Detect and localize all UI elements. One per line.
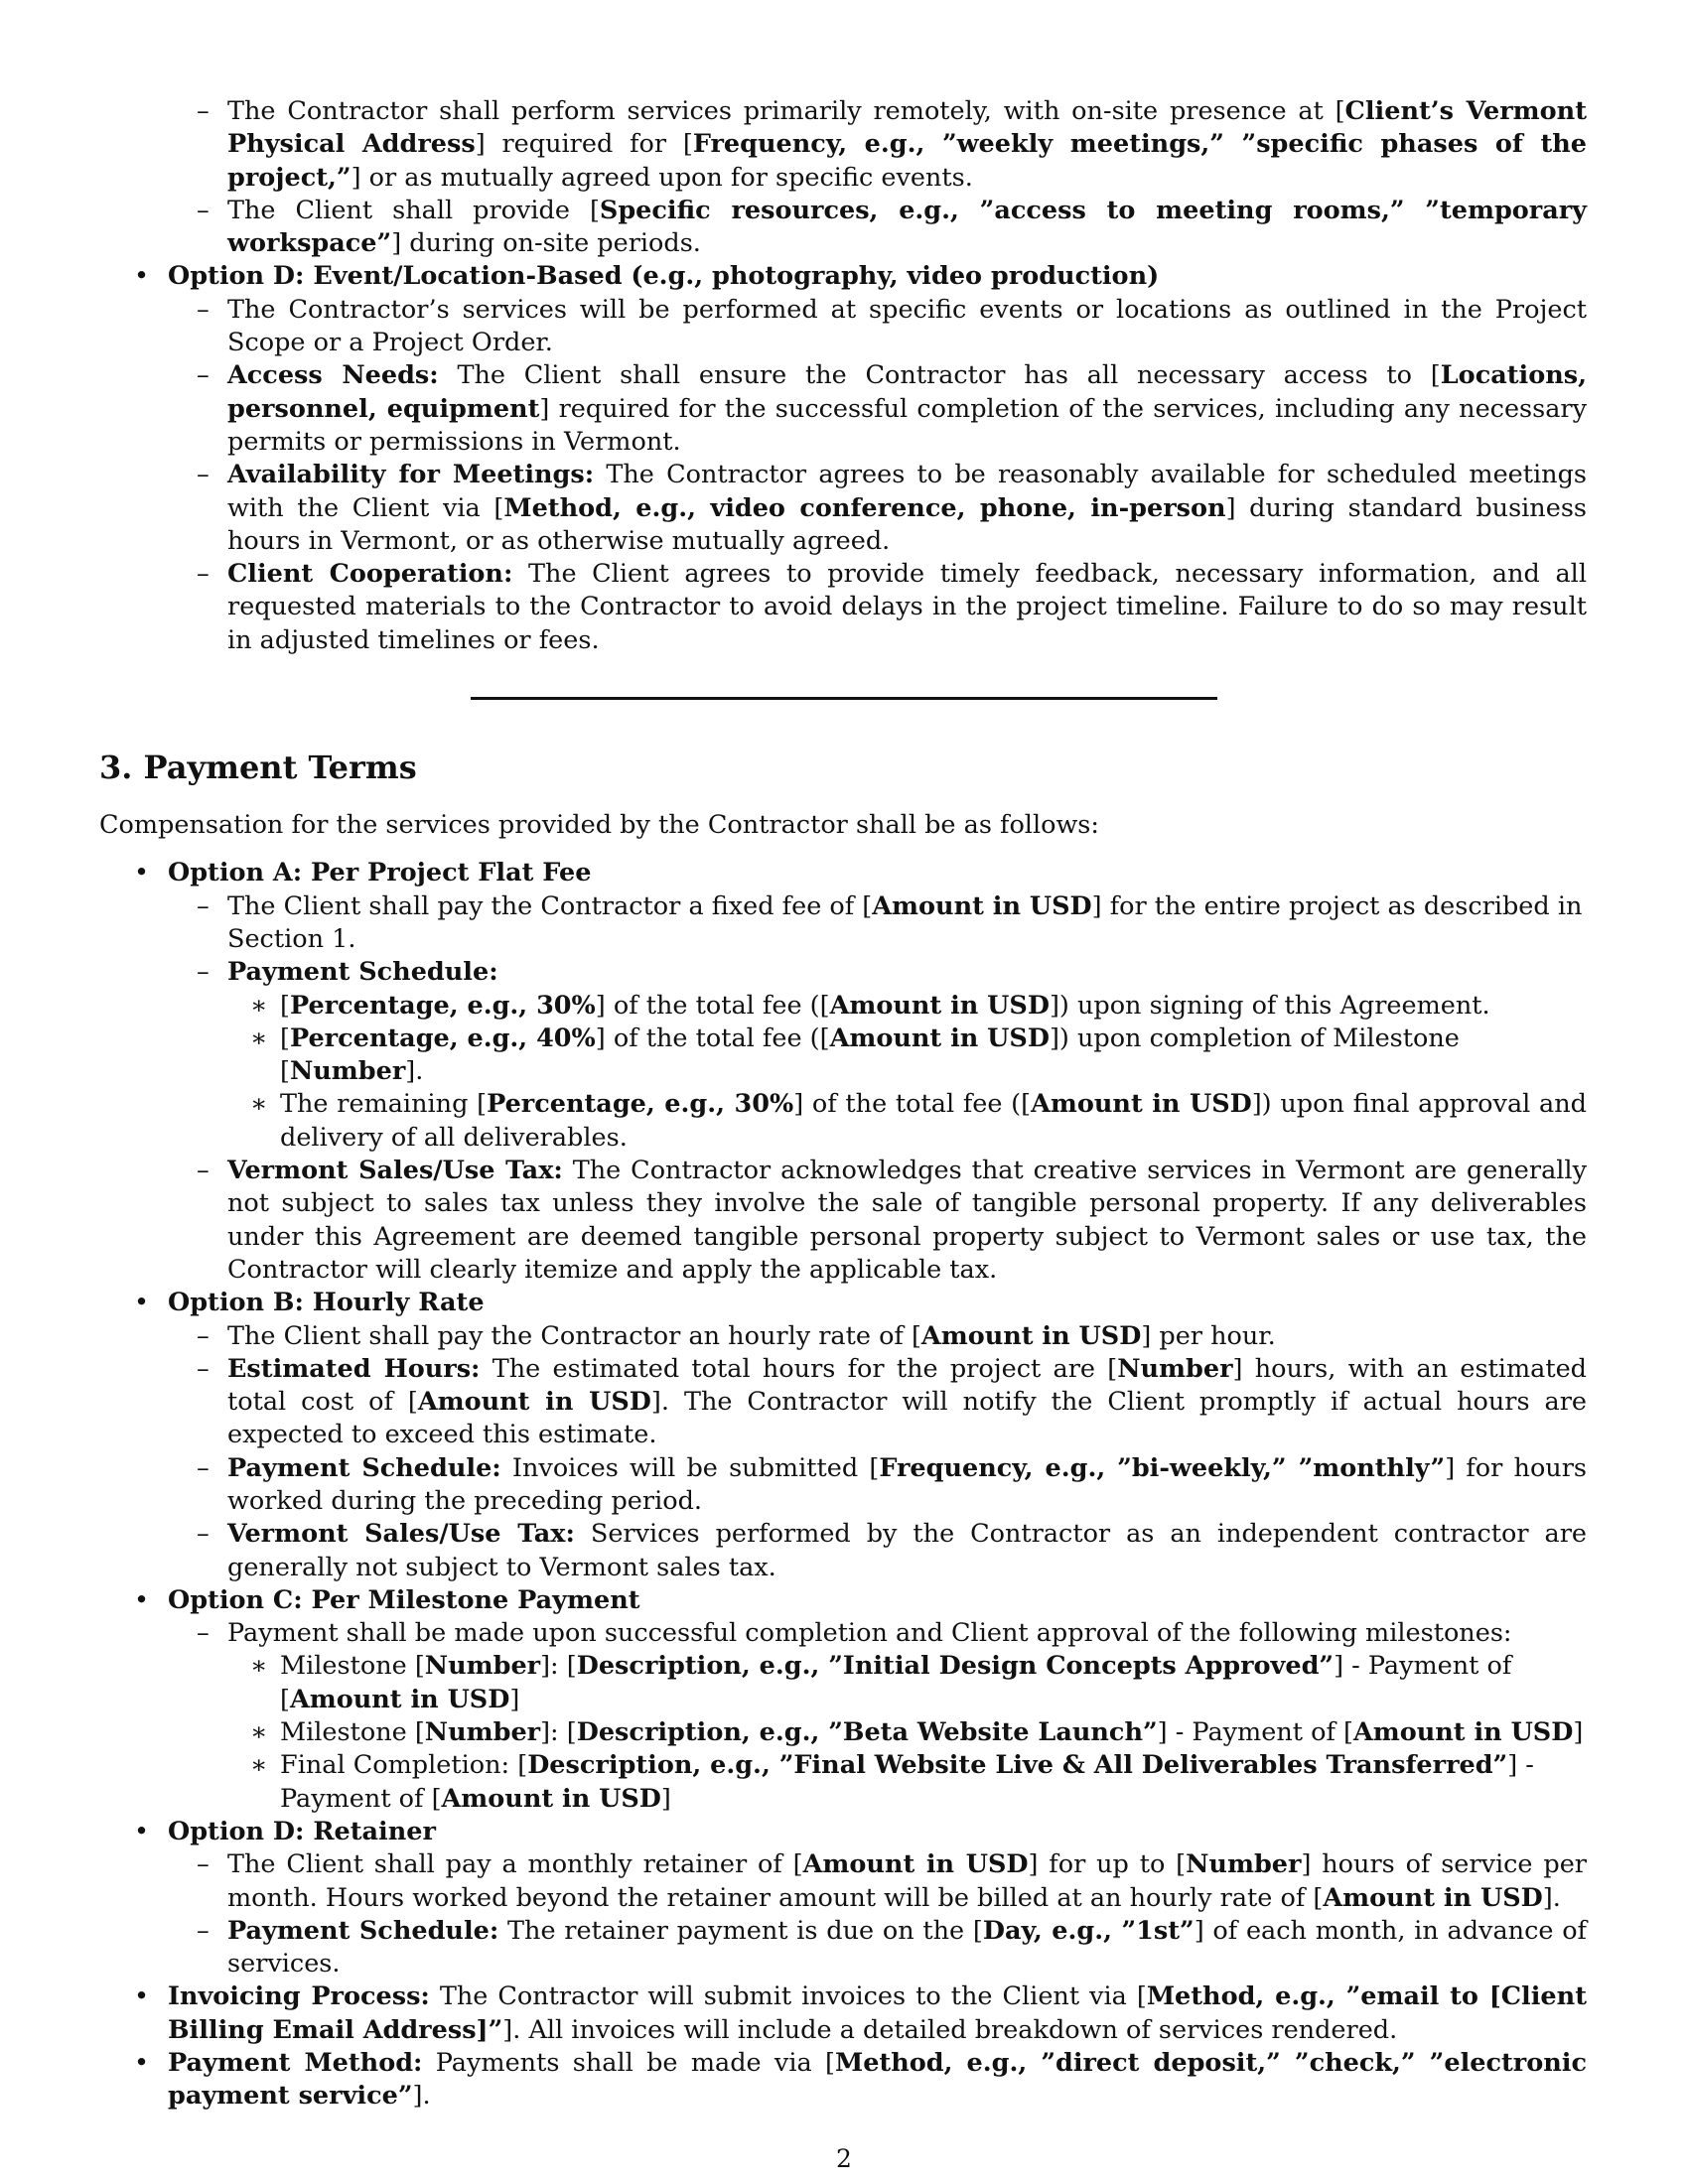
list-item: – Payment Schedule: <box>197 957 498 988</box>
option-heading: • Option B: Hourly Rate <box>134 1288 485 1318</box>
option-heading: • Option A: Per Project Flat Fee <box>134 858 592 888</box>
list-item: – Estimated Hours: The estimated total hours for the project are [Number] hours, with an estimated total cost of [Amount in USD]. The Contractor will notify the Client promptly if actual hours are expected to exceed this estimate. <box>197 1353 1588 1450</box>
list-item: – The Client shall pay the Contractor a fixed fee of [Amount in USD] for the entire project as described in Section 1. <box>197 890 1583 954</box>
list-item: – Vermont Sales/Use Tax: Services performed by the Contractor as an independent contractor are generally not subject to Vermont sales tax. <box>197 1519 1587 1582</box>
list-item: • Invoicing Process: The Contractor will submit invoices to the Client via [Method, e.g., ”email to [Client Billing Email Address]”]. All invoices will include a detailed breakdown of services rendered. <box>134 1981 1587 2045</box>
option-heading: • Option D: Event/Location-Based (e.g., photography, video production) <box>134 261 1160 292</box>
list-item: – The Client shall pay the Contractor an hourly rate of [Amount in USD] per hour. <box>197 1320 1276 1351</box>
option-heading: • Option D: Retainer <box>134 1816 436 1846</box>
list-item: ∗ Milestone [Number]: [Description, e.g., ”Beta Website Launch”] - Payment of [Amount in USD] <box>250 1717 1584 1748</box>
list-item: ∗ [Percentage, e.g., 30%] of the total fee ([Amount in USD]) upon signing of this Agreement. <box>250 990 1490 1021</box>
list-item: – Availability for Meetings: The Contractor agrees to be reasonably available for scheduled meetings with the Client via [Method, e.g., video conference, phone, in-person] during standard business hours in Vermont, or as otherwise mutually agreed. <box>197 460 1587 556</box>
list-item: – The Client shall provide [Specific resources, e.g., ”access to meeting rooms,” ”temporary workspace”] during on-site periods. <box>197 195 1588 259</box>
list-item: – Vermont Sales/Use Tax: The Contractor acknowledges that creative services in Vermont are generally not subject to sales tax unless they involve the sale of tangible personal property. If any deliverables under this Agreement are deemed tangible personal property subject to Vermont sales or use tax, the Contractor will clearly itemize and apply the applicable tax. <box>197 1156 1587 1285</box>
section-heading: 3. Payment Terms <box>99 749 417 787</box>
option-heading: • Option C: Per Milestone Payment <box>134 1584 640 1615</box>
list-item: – The Contractor’s services will be performed at specific events or locations as outlined in the Project Scope or a Project Order. <box>197 294 1587 358</box>
list-item: ∗ The remaining [Percentage, e.g., 30%] of the total fee ([Amount in USD]) upon final approval and delivery of all deliverables. <box>250 1089 1587 1153</box>
list-item: – Payment shall be made upon successful completion and Client approval of the following milestones: <box>197 1618 1512 1649</box>
list-item: ∗ Milestone [Number]: [Description, e.g., ”Initial Design Concepts Approved”] - Payment of [Amount in USD] <box>250 1651 1512 1714</box>
list-item: – The Contractor shall perform services primarily remotely, with on-site presence at [Client’s Vermont Physical Address] required for [Frequency, e.g., ”weekly meetings,” ”specific phases of the project,”] or as mutually agreed upon for specific events. <box>197 96 1587 193</box>
document-page <box>99 95 1587 2114</box>
page-number: 2 <box>836 2144 852 2173</box>
list-item: – The Client shall pay a monthly retainer of [Amount in USD] for up to [Number] hours of service per month. Hours worked beyond the retainer amount will be billed at an hourly rate of [Amount in USD]. <box>197 1849 1587 1913</box>
list-item: – Payment Schedule: Invoices will be submitted [Frequency, e.g., ”bi-weekly,” ”monthly”] for hours worked during the preceding period. <box>197 1452 1587 1516</box>
list-item: – Payment Schedule: The retainer payment is due on the [Day, e.g., ”1st”] of each month, in advance of services. <box>197 1915 1587 1979</box>
list-item: ∗ [Percentage, e.g., 40%] of the total fee ([Amount in USD]) upon completion of Milestone [Number]. <box>250 1023 1460 1087</box>
list-item: – Client Cooperation: The Client agrees to provide timely feedback, necessary information, and all requested materials to the Contractor to avoid delays in the project timeline. Failure to do so may result in adjusted timelines or fees. <box>197 559 1587 655</box>
section-intro: Compensation for the services provided by the Contractor shall be as follows: <box>99 810 1099 841</box>
section-divider <box>471 697 1217 700</box>
list-item: • Payment Method: Payments shall be made via [Method, e.g., ”direct deposit,” ”check,” ”electronic payment service”]. <box>134 2048 1587 2112</box>
list-item: – Access Needs: The Client shall ensure the Contractor has all necessary access to [Locations, personnel, equipment] required for the successful completion of the services, including any necessary permits or permissions in Vermont. <box>197 360 1588 457</box>
list-item: ∗ Final Completion: [Description, e.g., ”Final Website Live & All Deliverables Transferred”] - Payment of [Amount in USD] <box>250 1750 1534 1814</box>
